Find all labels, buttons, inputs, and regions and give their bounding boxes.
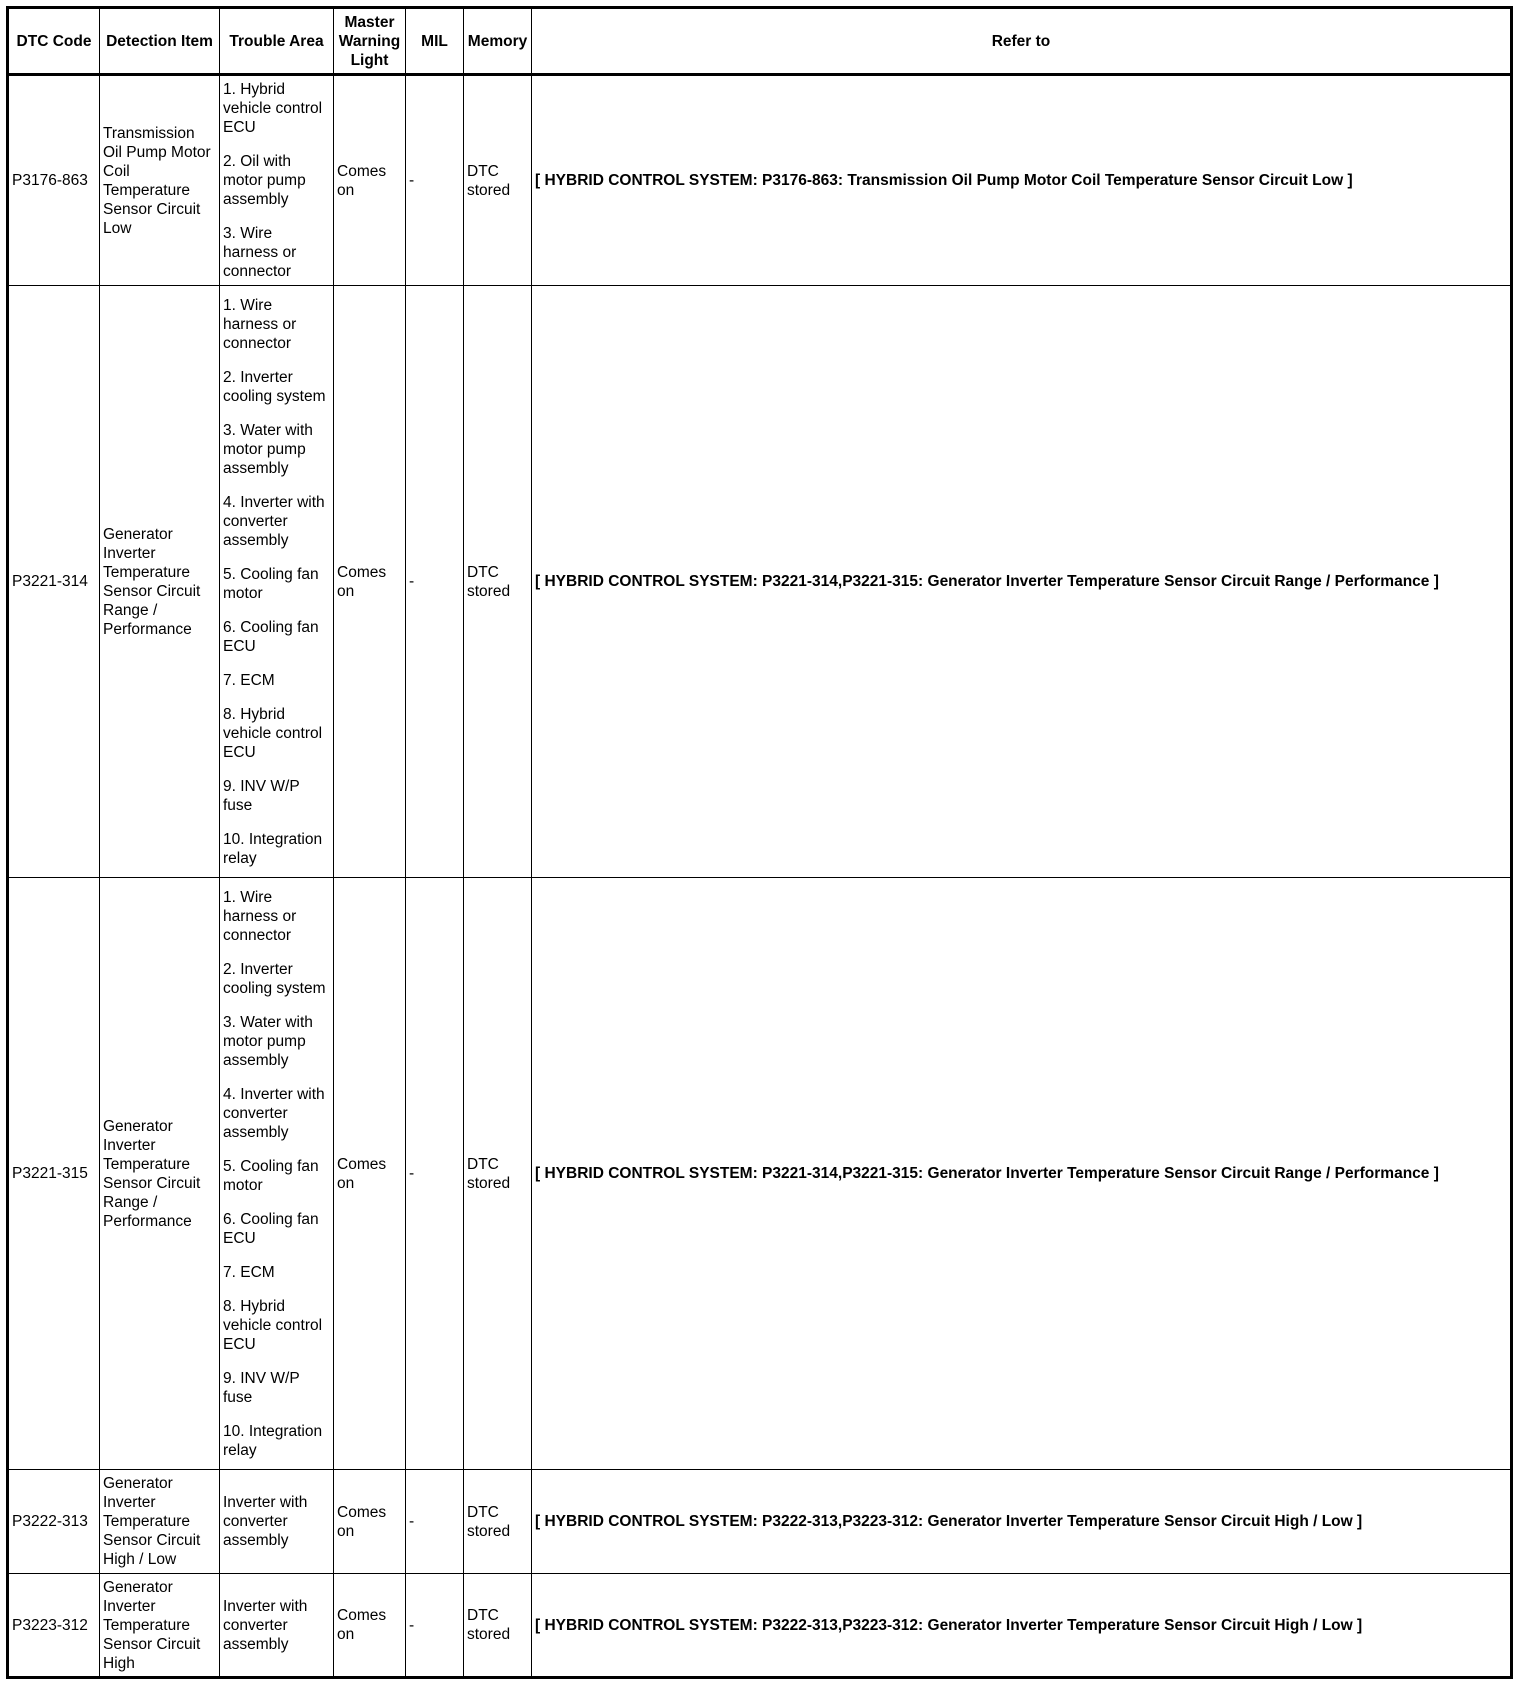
trouble-area-item: 7. ECM xyxy=(223,1263,275,1281)
header-master-warning-light: Master Warning Light xyxy=(334,8,406,75)
trouble-area-list xyxy=(223,296,330,868)
header-memory: Memory xyxy=(464,8,532,75)
trouble-area-item: 6. Cooling fan ECU xyxy=(223,1210,319,1247)
memory-cell: DTC stored xyxy=(464,286,532,878)
master-warning-light-cell: Comes on xyxy=(334,75,406,286)
trouble-area-item: 4. Inverter with converter assembly xyxy=(223,1085,325,1141)
memory-cell: DTC stored xyxy=(464,75,532,286)
trouble-area-item: 1. Wire harness or connector xyxy=(223,296,297,352)
trouble-area-cell xyxy=(220,878,334,1470)
table-row xyxy=(8,1470,1512,1574)
trouble-area-item: 8. Hybrid vehicle control ECU xyxy=(223,705,323,761)
detection-item-cell: Generator Inverter Temperature Sensor Circuit Range / Performance xyxy=(100,286,220,878)
table-row xyxy=(8,75,1512,286)
header-mil: MIL xyxy=(406,8,464,75)
trouble-area-item: 2. Oil with motor pump assembly xyxy=(223,153,306,208)
trouble-area-item: 2. Inverter cooling system xyxy=(223,368,326,405)
trouble-area-item: Inverter with converter assembly xyxy=(223,1494,308,1549)
trouble-area-item: 9. INV W/P fuse xyxy=(223,1369,300,1406)
trouble-area-cell xyxy=(220,75,334,286)
table-header-row xyxy=(8,8,1512,75)
master-warning-light-cell: Comes on xyxy=(334,878,406,1470)
mil-cell: - xyxy=(406,286,464,878)
memory-cell: DTC stored xyxy=(464,878,532,1470)
trouble-area-cell xyxy=(220,1574,334,1678)
trouble-area-item: 1. Wire harness or connector xyxy=(223,888,297,944)
refer-to-link[interactable]: [ HYBRID CONTROL SYSTEM: P3176-863: Transmission Oil Pump Motor Coil Temperature Sensor Circuit Low ] xyxy=(532,75,1512,286)
header-detection-item: Detection Item xyxy=(100,8,220,75)
refer-to-link[interactable]: [ HYBRID CONTROL SYSTEM: P3221-314,P3221-315: Generator Inverter Temperature Sensor Circuit Range / Performance ] xyxy=(532,286,1512,878)
trouble-area-cell xyxy=(220,286,334,878)
trouble-area-list xyxy=(223,888,330,1460)
trouble-area-item: 10. Integration relay xyxy=(223,830,323,867)
trouble-area-list xyxy=(223,1493,330,1550)
detection-item-cell: Generator Inverter Temperature Sensor Circuit High xyxy=(100,1574,220,1678)
detection-item-cell: Transmission Oil Pump Motor Coil Temperature Sensor Circuit Low xyxy=(100,75,220,286)
trouble-area-item: 9. INV W/P fuse xyxy=(223,777,300,814)
trouble-area-item: Inverter with converter assembly xyxy=(223,1597,308,1653)
header-trouble-area: Trouble Area xyxy=(220,8,334,75)
trouble-area-item: 1. Hybrid vehicle control ECU xyxy=(223,81,323,136)
header-dtc-code: DTC Code xyxy=(8,8,100,75)
mil-cell: - xyxy=(406,878,464,1470)
detection-item-cell: Generator Inverter Temperature Sensor Circuit High / Low xyxy=(100,1470,220,1574)
detection-item-cell: Generator Inverter Temperature Sensor Circuit Range / Performance xyxy=(100,878,220,1470)
refer-to-link[interactable]: [ HYBRID CONTROL SYSTEM: P3222-313,P3223-312: Generator Inverter Temperature Sensor Circuit High / Low ] xyxy=(532,1574,1512,1678)
dtc-code-cell: P3176-863 xyxy=(8,75,100,286)
header-refer-to: Refer to xyxy=(532,8,1512,75)
trouble-area-item: 3. Water with motor pump assembly xyxy=(223,421,313,477)
master-warning-light-cell: Comes on xyxy=(334,1574,406,1678)
dtc-code-cell: P3221-314 xyxy=(8,286,100,878)
trouble-area-item: 3. Water with motor pump assembly xyxy=(223,1013,313,1069)
mil-cell: - xyxy=(406,75,464,286)
trouble-area-list xyxy=(223,80,330,281)
master-warning-light-cell: Comes on xyxy=(334,286,406,878)
memory-cell: DTC stored xyxy=(464,1470,532,1574)
dtc-code-cell: P3221-315 xyxy=(8,878,100,1470)
refer-to-link[interactable]: [ HYBRID CONTROL SYSTEM: P3222-313,P3223-312: Generator Inverter Temperature Sensor Circuit High / Low ] xyxy=(532,1470,1512,1574)
trouble-area-item: 5. Cooling fan motor xyxy=(223,1157,319,1194)
dtc-table-container xyxy=(6,6,1513,1679)
table-row xyxy=(8,286,1512,878)
trouble-area-item: 7. ECM xyxy=(223,671,275,689)
trouble-area-item: 5. Cooling fan motor xyxy=(223,565,319,602)
mil-cell: - xyxy=(406,1574,464,1678)
trouble-area-item: 6. Cooling fan ECU xyxy=(223,618,319,655)
trouble-area-item: 8. Hybrid vehicle control ECU xyxy=(223,1297,323,1353)
table-row xyxy=(8,878,1512,1470)
master-warning-light-cell: Comes on xyxy=(334,1470,406,1574)
trouble-area-cell xyxy=(220,1470,334,1574)
trouble-area-item: 3. Wire harness or connector xyxy=(223,225,297,280)
dtc-code-cell: P3222-313 xyxy=(8,1470,100,1574)
table-row xyxy=(8,1574,1512,1678)
trouble-area-item: 10. Integration relay xyxy=(223,1422,323,1459)
memory-cell: DTC stored xyxy=(464,1574,532,1678)
trouble-area-item: 4. Inverter with converter assembly xyxy=(223,493,325,549)
trouble-area-item: 2. Inverter cooling system xyxy=(223,960,326,997)
dtc-table xyxy=(6,6,1513,1679)
dtc-code-cell: P3223-312 xyxy=(8,1574,100,1678)
refer-to-link[interactable]: [ HYBRID CONTROL SYSTEM: P3221-314,P3221-315: Generator Inverter Temperature Sensor Circuit Range / Performance ] xyxy=(532,878,1512,1470)
trouble-area-list xyxy=(223,1597,330,1654)
mil-cell: - xyxy=(406,1470,464,1574)
